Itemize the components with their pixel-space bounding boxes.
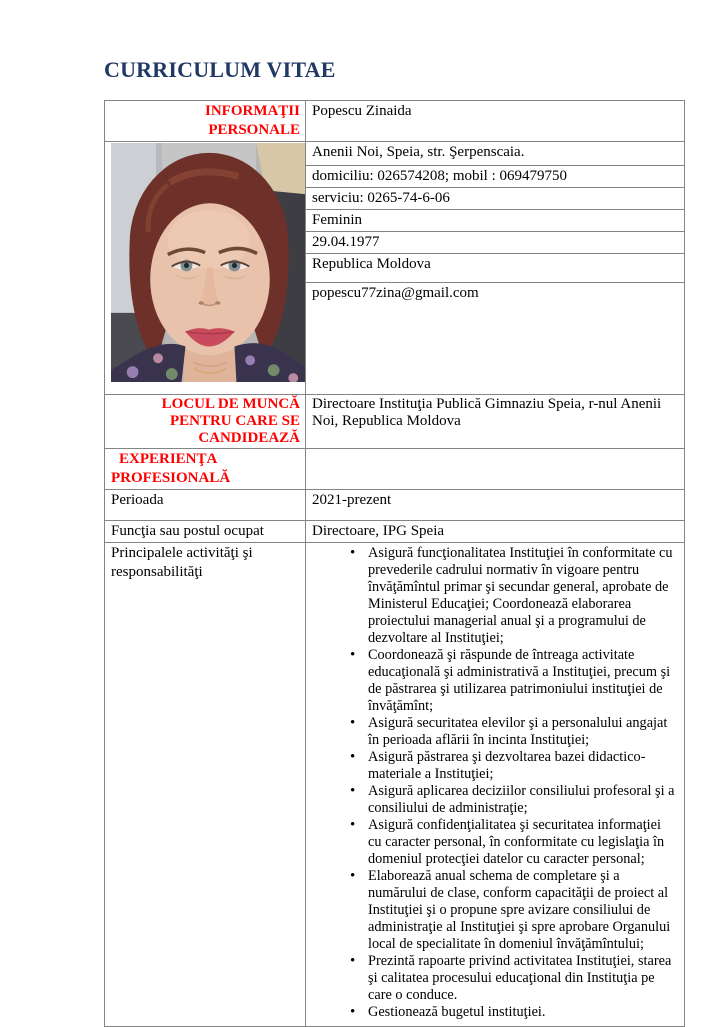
activities-label-cell: Principalele activităţi şi responsabilităţi (105, 543, 306, 1027)
address-cell: Anenii Noi, Speia, str. Şerpenscaia. (306, 142, 685, 166)
page-title: CURRICULUM VITAE (104, 57, 336, 82)
activity-item: • Asigură păstrarea şi dezvoltarea bazei didactico-materiale a Instituţiei; (349, 749, 675, 783)
portrait-photo-image (111, 143, 306, 382)
activity-item: • Asigură aplicarea deciziilor consiliului profesoral şi a consiliului de administraţie; (349, 783, 675, 817)
gender-cell: Feminin (306, 210, 685, 232)
row-position (105, 521, 685, 543)
position-value-cell: Directoare, IPG Speia (306, 521, 685, 543)
activity-item: • Asigură securitatea elevilor şi a personalului angajat în perioada aflării în incinta Instituţiei; (349, 715, 675, 749)
activities-cell (306, 543, 685, 1027)
row-period (105, 490, 685, 521)
row-personal-heading (105, 101, 685, 142)
personal-section-heading: INFORMAŢII PERSONALE (105, 101, 306, 142)
country-cell: Republica Moldova (306, 254, 685, 283)
experience-heading-empty-cell (306, 449, 685, 490)
activity-item: • Gestionează bugetul instituţiei. (349, 1004, 675, 1021)
row-activities (105, 543, 685, 1027)
activity-item: • Asigură confidenţialitatea şi securitatea informaţiei cu caracter personal, în conformitate cu legislaţia în domeniul protecţiei datelor cu caracter personal; (349, 817, 675, 868)
position-label-cell: Funcţia sau postul ocupat (105, 521, 306, 543)
birthdate-cell: 29.04.1977 (306, 232, 685, 254)
activity-item: • Asigură funcţionalitatea Instituţiei în conformitate cu prevederile cadrului normativ în vigoare pentru învăţămîntul primar şi secundar general, aprobate de Ministerul Educaţiei; Coordonează elaborarea proiectului managerial anual şi a programului de dezvoltare al Instituţiei; (349, 545, 675, 647)
experience-section-heading: EXPERIENŢA PROFESIONALĂ (105, 449, 306, 490)
activity-item: • Elaborează anual schema de completare şi a numărului de clase, conform capacităţii de proiect al Instituţiei şi o propune spre avizare consiliului de administraţie al Instituţiei şi spre aprobare Organului local de specialitate în domeniul învăţămîntului; (349, 868, 675, 953)
activity-item: • Prezintă rapoarte privind activitatea Instituţiei, starea şi calitatea procesului educaţional din Instituţia pe care o conduce. (349, 953, 675, 1004)
job-target-heading: LOCUL DE MUNCĂ PENTRU CARE SE CANDIDEAZĂ (105, 395, 306, 449)
row-experience-heading (105, 449, 685, 490)
period-label-cell: Perioada (105, 490, 306, 521)
activities-list (312, 545, 679, 1021)
cv-table (104, 100, 685, 1027)
phone-work-cell: serviciu: 0265-74-6-06 (306, 188, 685, 210)
portrait-photo (105, 142, 306, 395)
row-address (105, 142, 685, 166)
job-target-value: Directoare Instituţia Publică Gimnaziu Speia, r-nul Anenii Noi, Republica Moldova (306, 395, 685, 449)
activity-item: • Coordonează şi răspunde de întreaga activitate educaţională şi administrativă a Instituţiei, precum şi de păstrarea şi utilizarea patrimoniului instituţiei de învăţămînt; (349, 647, 675, 715)
full-name-cell: Popescu Zinaida (306, 101, 685, 142)
row-job-target (105, 395, 685, 449)
email-cell: popescu77zina@gmail.com (306, 283, 685, 395)
period-value-cell: 2021-prezent (306, 490, 685, 521)
phone-home-cell: domiciliu: 026574208; mobil : 069479750 (306, 166, 685, 188)
